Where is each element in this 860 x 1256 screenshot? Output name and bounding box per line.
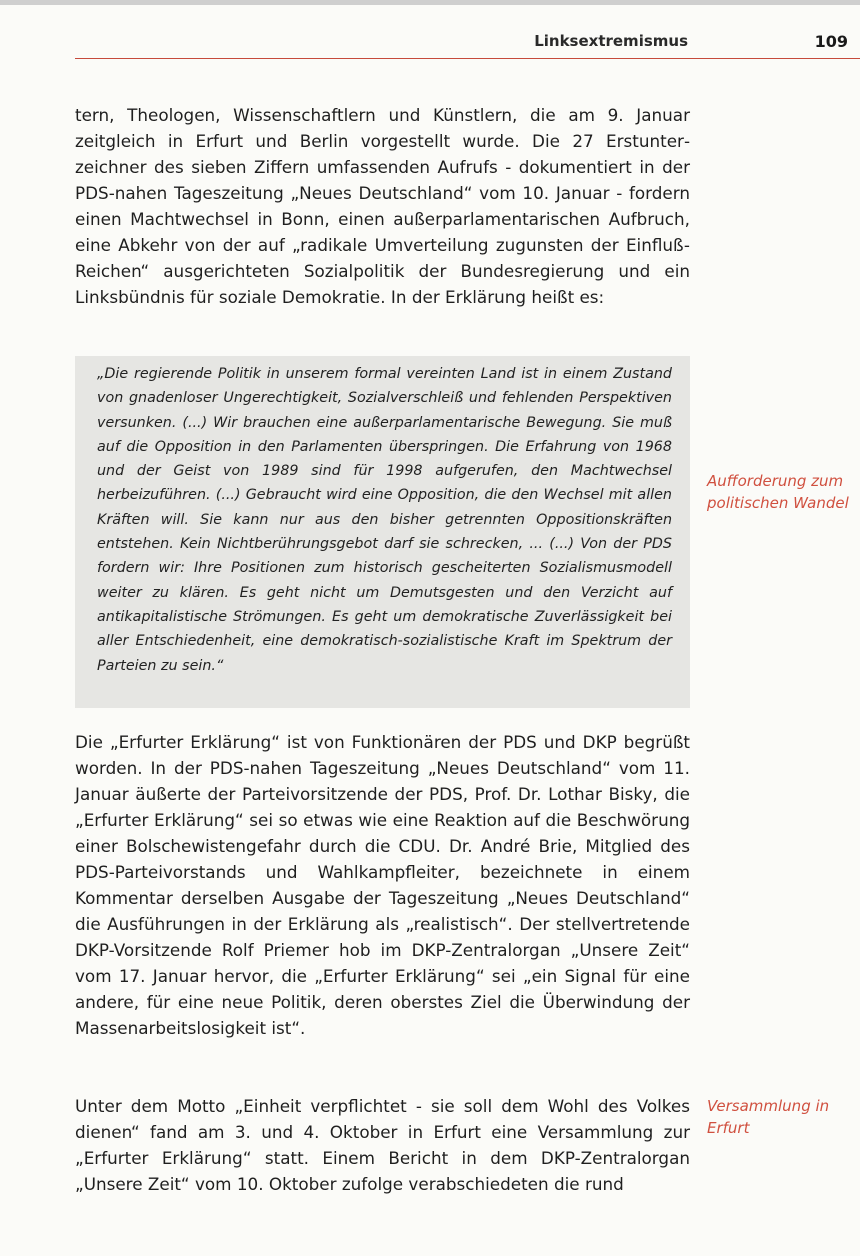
page-header bbox=[75, 32, 860, 60]
margin-note-political-change: Aufforderung zum politischen Wandel bbox=[707, 472, 849, 512]
margin-note-erfurt-meeting: Versammlung in Erfurt bbox=[707, 1097, 830, 1137]
body-paragraph-2: Die „Erfurter Erklärung“ ist von Funktionären der PDS und DKP begrüßt worden. In der PDS-nahen Tageszeitung „Neues Deutschland“ vom 11. Januar äußerte der Parteivorsitzende der PDS, Prof. Dr. Lothar Bisky, die „Erfurter Erklärung“ sei so etwas wie eine Reaktion auf die Beschwörung einer Bolschewistengefahr durch die CDU. Dr. André Brie, Mitglied des PDS-Parteivorstands und Wahlkampfleiter, bezeichnete in einem Kommentar derselben Ausgabe der Tageszeitung „Neues Deutschland“ die Ausführungen in der Erklärung als „realistisch“. Der stellvertretende DKP-Vorsitzende Rolf Priemer hob im DKP-Zentralorgan „Unsere Zeit“ vom 17. Januar hervor, die „Erfurter Erklärung“ sei „ein Signal für eine andere, für eine neue Politik, deren oberstes Ziel die Überwindung der Massenarbeitslosigkeit ist“. bbox=[75, 732, 690, 1038]
body-paragraph-1: tern, Theologen, Wissenschaftlern und Künstlern, die am 9. Januar zeitgleich in Erfurt und Berlin vorgestellt wurde. Die 27 Erstunterzeichner des sieben Ziffern umfassenden Aufrufs - dokumentiert in der PDS-nahen Tageszeitung „Neues Deutschland“ vom 10. Januar - fordern einen Machtwechsel in Bonn, einen außerparlamentarischen Aufbruch, eine Abkehr von der auf „radikale Umverteilung zugunsten der Einfluß-Reichen“ ausgerichteten Sozialpolitik der Bundesregierung und ein Linksbündnis für soziale Demokratie. In der Erklärung heißt es: bbox=[75, 105, 690, 307]
running-head-title: Linksextremismus bbox=[534, 32, 688, 50]
page-number: 109 bbox=[814, 32, 848, 51]
header-rule bbox=[75, 58, 860, 59]
body-paragraph-3: Unter dem Motto „Einheit verpflichtet - sie soll dem Wohl des Volkes dienen“ fand am 3. und 4. Oktober in Erfurt eine Versammlung zur „Erfurter Erklärung“ statt. Einem Bericht in dem DKP-Zentralorgan „Unsere Zeit“ vom 10. Oktober zufolge verabschiedeten die rund bbox=[75, 1096, 690, 1194]
page-top-edge bbox=[0, 0, 860, 5]
quote-block: „Die regierende Politik in unserem formal vereinten Land ist in einem Zustand von gnadenloser Ungerechtigkeit, Sozialverschleiß und fehlenden Perspektiven versunken. (...) Wir brauchen eine außerparlamentarische Bewegung. Sie muß auf die Opposition in den Parlamenten überspringen. Die Erfahrung von 1968 und der Geist von 1989 sind für 1998 aufgerufen, den Machtwechsel herbeizuführen. (...) Gebraucht wird eine Opposition, die den Wechsel mit allen Kräften will. Sie kann nur aus den bisher getrennten Oppositionskräften entstehen. Kein Nichtberührungsgebot darf sie schrecken, ... (...) Von der PDS fordern wir: Ihre Positionen zum historisch gescheiterten Sozialismusmodell weiter zu klären. Es geht nicht um Demutsgesten und den Verzicht auf antikapitalistische Strömungen. Es geht um demokratische Zuverlässigkeit bei aller Entschiedenheit, eine demokratisch-sozialistische Kraft im Spektrum der Parteien zu sein.“ bbox=[97, 366, 672, 674]
